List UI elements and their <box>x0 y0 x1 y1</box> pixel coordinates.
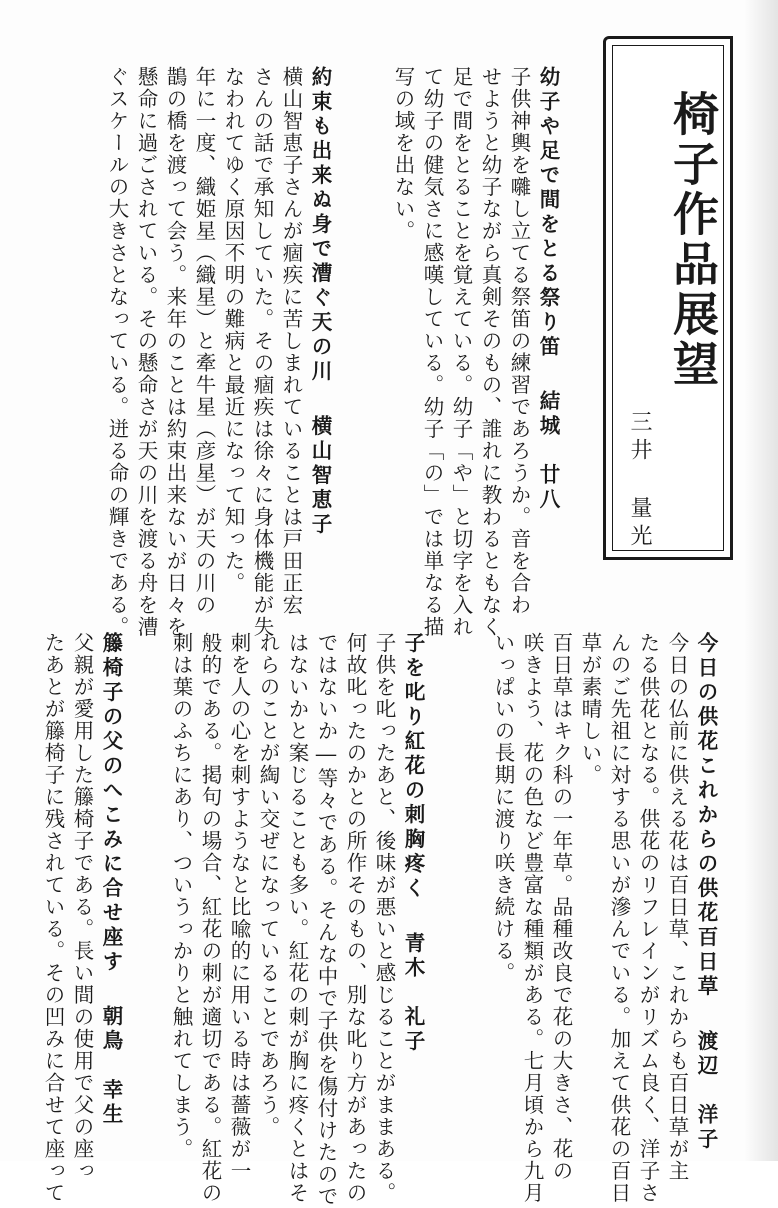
entry-4-line: れらのことが綯い交ぜになっていることであろう。 <box>256 632 280 1138</box>
entry-4-line: 刺は葉のふちにあり、ついうっかりと触れてしまう。 <box>169 632 193 1160</box>
entry-4-haiku-line <box>398 632 427 1132</box>
entry-1-haiku: 幼子や足で間をとる祭り笛 <box>536 66 560 360</box>
entry-3-line: んのご先祖に対する思いが滲んでいる。加えて供花の百日 <box>607 632 631 1204</box>
entry-1-line: て幼子の健気さに感嘆している。幼子「の」では単なる描 <box>420 66 444 638</box>
entry-3-haiku-line <box>691 632 720 1152</box>
entry-3-line: たる供花となる。供花のリフレインがリズム良く、洋子さ <box>636 632 660 1204</box>
entry-1-poet: 結城 廿八 <box>536 390 560 513</box>
entry-3-line: 今日の仏前に供える花は百日草、これからも百日草が主 <box>665 632 689 1182</box>
entry-2 <box>102 66 334 638</box>
entry-4-line: 何故叱ったのかとの所作そのもの、別な叱り方があったの <box>343 632 367 1204</box>
author-given-name: 量光 <box>627 496 652 552</box>
entry-2-poet: 横山智恵子 <box>308 414 332 537</box>
entry-4-line: 刺を人の心を刺すようなと比喩的に用いる時は薔薇が一 <box>227 632 251 1182</box>
author-family-name: 三井 <box>627 410 652 466</box>
entry-2-line: 年に一度、織姫星（織星）と牽牛星（彦星）が天の川の <box>192 66 216 616</box>
entry-2-haiku: 約束も出来ぬ身で漕ぐ天の川 <box>308 66 332 385</box>
entry-3 <box>488 632 720 1204</box>
entry-5-poet: 朝鳥 幸生 <box>99 1005 123 1128</box>
page-gutter-shadow <box>744 0 778 1161</box>
entry-1-line: 足で間をとることを覚えている。幼子「や」と切字を入れ <box>449 66 473 638</box>
entry-1-line: せようと幼子ながら真剣そのもの、誰れに教わるともなく <box>478 66 502 638</box>
entry-3-poet: 渡辺 洋子 <box>694 1029 718 1152</box>
entry-3-line: 百日草はキク科の一年草。品種改良で花の大きさ、花の <box>549 632 573 1182</box>
entry-2-line: さんの話で承知していた。その痼疾は徐々に身体機能が失 <box>250 66 274 638</box>
entry-5-haiku-line <box>96 632 125 1132</box>
entry-1-haiku-line <box>533 66 562 561</box>
entry-3-line: いっぱいの長期に渡り咲き続ける。 <box>491 632 515 984</box>
entry-5-haiku: 籐椅子の父のへこみに合せ座す <box>99 632 123 975</box>
entry-2-haiku-line <box>305 66 334 561</box>
entry-3-line: 咲きよう、花の色など豊富な種類がある。七月頃から九月 <box>520 632 544 1204</box>
entry-1 <box>388 66 562 638</box>
entry-3-line: 草が素晴しい。 <box>578 632 602 786</box>
entry-2-line: 横山智恵子さんが痼疾に苦しまれていることは戸田正宏 <box>279 66 303 616</box>
entry-2-line: 鵲の橋を渡って会う。来年のことは約束出来ないが日々を <box>163 66 187 638</box>
entry-4-line: 般的である。掲句の場合、紅花の刺が適切である。紅花の <box>198 632 222 1204</box>
entry-2-line: ぐスケールの大きさとなっている。迸る命の輝きである。 <box>105 66 129 638</box>
entry-1-line: 子供神輿を囃し立てる祭笛の練習であろうか。音を合わ <box>507 66 531 616</box>
byline <box>624 410 655 552</box>
entry-4-haiku: 子を叱り紅花の刺胸疼く <box>401 632 425 902</box>
entry-5-line: たあとが籐椅子に残されている。その凹みに合せて座って <box>41 632 65 1204</box>
entry-1-line: 写の域を出ない。 <box>391 66 415 242</box>
page-title: 椅子作品展望 <box>666 90 720 390</box>
entry-4-line: ではないか―等々である。そんな中で子供を傷付けたので <box>314 632 338 1208</box>
entry-5 <box>38 632 125 1204</box>
entry-2-line: なわれてゆく原因不明の難病と最近になって知った。 <box>221 66 245 594</box>
entry-4-line: はないかと案じることも多い。紅花の刺が胸に疼くとはそ <box>285 632 309 1204</box>
entry-4-line: 子供を叱ったあと、後味が悪いと感じることがままある。 <box>372 632 396 1204</box>
entry-5-line: 父親が愛用した籐椅子である。長い間の使用で父の座っ <box>70 632 94 1182</box>
entry-4-poet: 青木 礼子 <box>401 931 425 1054</box>
entry-4 <box>166 632 427 1208</box>
entry-3-haiku: 今日の供花これからの供花百日草 <box>694 632 718 1000</box>
entry-2-line: 懸命に過ごされている。その懸命さが天の川を渡る舟を漕 <box>134 66 158 638</box>
